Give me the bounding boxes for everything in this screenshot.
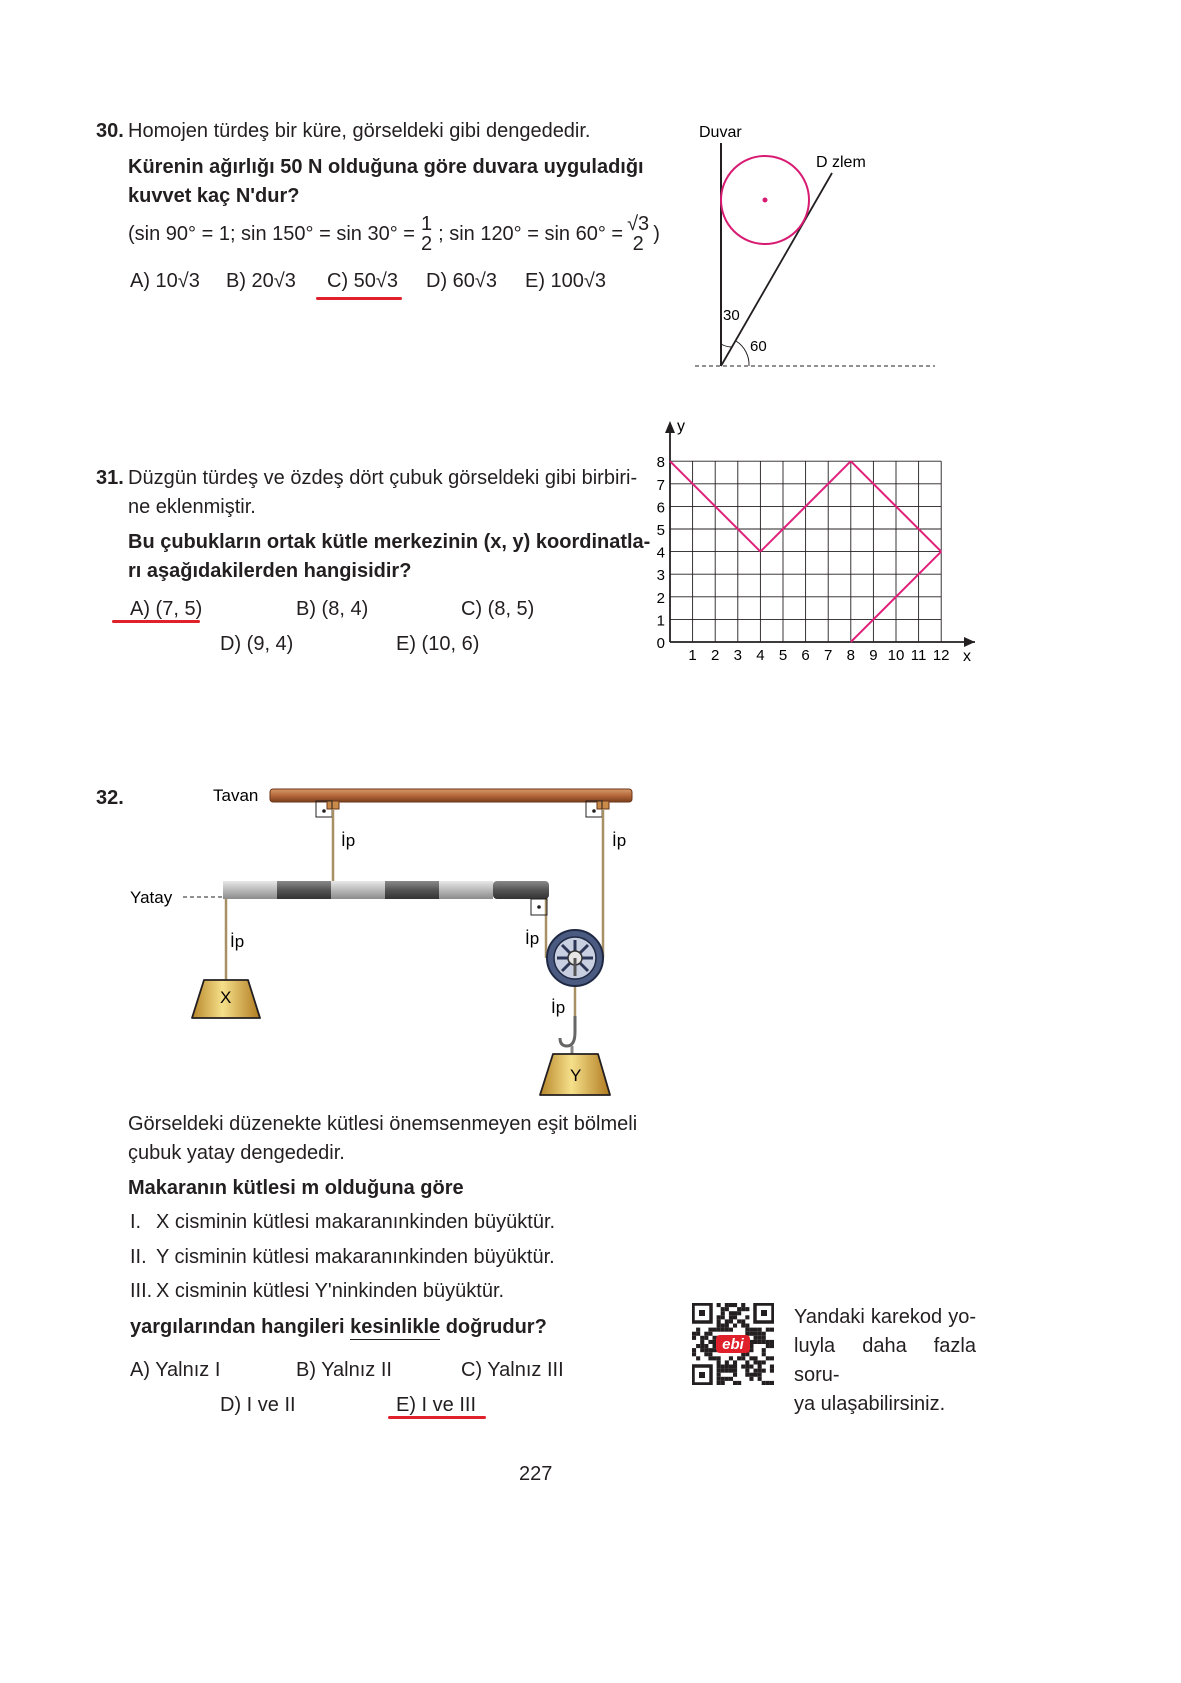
mass-y-label: Y — [570, 1066, 582, 1085]
bar-segment — [331, 881, 385, 899]
fraction-numerator: √3 — [627, 213, 650, 235]
q31-option-e[interactable]: E) (10, 6) — [396, 633, 480, 655]
x-tick-label: 9 — [869, 647, 878, 664]
ceiling-beam — [270, 789, 632, 802]
x-tick-label: 8 — [846, 647, 855, 664]
q30-option-b[interactable]: B) 20√3 — [226, 270, 296, 292]
q32-option-b[interactable]: B) Yalnız II — [296, 1359, 392, 1381]
question-30-stem: Homojen türdeş bir küre, görseldeki gibi dengededir. — [128, 120, 591, 142]
given-part-a: (sin 90° = 1; sin 150° = sin 30° = — [128, 222, 415, 245]
y-tick-label: 2 — [656, 589, 665, 607]
question-30-given — [128, 214, 660, 254]
y-tick-label: 8 — [656, 454, 665, 472]
wall-label: Duvar — [699, 124, 742, 141]
q31-coordinate-graph — [650, 415, 980, 670]
q32-option-c[interactable]: C) Yalnız III — [461, 1359, 564, 1381]
q30-answer-mark — [316, 297, 402, 300]
ceiling-hook-left — [327, 801, 339, 809]
rope-label-2: İp — [612, 831, 627, 850]
horizontal-label: Yatay — [130, 888, 173, 907]
fraction-denominator: 2 — [632, 233, 644, 255]
statement-3-num: III. — [130, 1280, 153, 1302]
q31-option-b[interactable]: B) (8, 4) — [296, 598, 369, 620]
angle-30-label: 30 — [723, 307, 740, 324]
right-angle-dot — [592, 809, 596, 813]
question-30-prompt-line2: kuvvet kaç N'dur? — [128, 185, 300, 207]
question-30-number: 30. — [96, 120, 124, 142]
y-tick-label: 6 — [656, 499, 665, 517]
given-close: ) — [653, 222, 660, 245]
fraction-numerator: 1 — [420, 213, 433, 235]
bar-segment — [493, 881, 549, 899]
rope-label-3: İp — [230, 932, 245, 951]
x-tick-label: 12 — [932, 647, 950, 664]
page-number: 227 — [519, 1463, 553, 1485]
rope-label-5: İp — [551, 998, 566, 1017]
bar-segment — [439, 881, 493, 899]
hook-icon — [560, 1016, 575, 1046]
y-tick-label: 4 — [656, 544, 665, 562]
x-axis-label: x — [963, 648, 971, 665]
y-tick-label: 7 — [656, 476, 665, 494]
ebi-logo-text: ebi — [722, 1336, 744, 1353]
q31-option-a[interactable]: A) (7, 5) — [130, 598, 203, 620]
y-tick-label: 5 — [656, 522, 665, 539]
x-tick-label: 10 — [887, 647, 905, 664]
question-31-number: 31. — [96, 467, 124, 489]
y-axis-label: y — [677, 418, 685, 435]
x-tick-labels — [688, 647, 949, 664]
ask-before: yargılarından hangileri — [130, 1316, 345, 1338]
statement-1-text: X cisminin kütlesi makaranınkinden büyüktür. — [156, 1211, 556, 1233]
q30-option-d[interactable]: D) 60√3 — [426, 270, 498, 292]
x-tick-label: 5 — [778, 647, 788, 664]
statement-3-text: X cisminin kütlesi Y'ninkinden büyüktür. — [156, 1280, 505, 1302]
plane-label: D zlem — [816, 154, 866, 171]
question-30-prompt-line1: Kürenin ağırlığı 50 N olduğuna göre duvara uyguladığı — [128, 156, 644, 178]
y-tick-label: 1 — [656, 612, 665, 630]
angle-60-arc — [736, 341, 749, 366]
bar-segment — [385, 881, 439, 899]
question-32-ask — [130, 1313, 547, 1341]
sphere-center — [763, 198, 768, 203]
q32-option-d[interactable]: D) I ve II — [220, 1394, 296, 1416]
rope-label-4: İp — [525, 929, 540, 948]
qr-caption-line1: Yandaki karekod yo- — [794, 1306, 976, 1328]
statement-2-num: II. — [130, 1246, 147, 1268]
mass-x-label: X — [220, 988, 232, 1007]
question-31-prompt-line2: rı aşağıdakilerden hangisidir? — [128, 560, 412, 582]
right-angle-dot — [322, 809, 326, 813]
fraction-one-half — [421, 214, 432, 254]
q30-option-a[interactable]: A) 10√3 — [130, 270, 200, 292]
question-31-stem-line1: Düzgün türdeş ve özdeş dört çubuk görseldeki gibi birbiri- — [128, 467, 638, 489]
y-axis-arrow-icon — [665, 421, 675, 433]
given-part-b: ; sin 120° = sin 60° = — [438, 222, 624, 245]
question-32-number: 32. — [96, 787, 124, 809]
y-tick-label: 0 — [656, 635, 665, 652]
statement-2-text: Y cisminin kütlesi makaranınkinden büyüktür. — [156, 1246, 555, 1268]
x-tick-label: 6 — [801, 647, 810, 664]
question-32-stem-line1: Görseldeki düzenekte kütlesi önemsenmeyen eşit bölmeli — [128, 1113, 638, 1135]
y-tick-label: 3 — [656, 567, 665, 585]
x-axis-arrow-icon — [964, 637, 975, 647]
fraction-root3-half — [627, 214, 649, 254]
ceiling-hook-right — [597, 801, 609, 809]
q31-answer-mark — [112, 620, 200, 623]
ask-underlined: kesinlikle — [350, 1316, 441, 1338]
q32-option-e[interactable]: E) I ve III — [396, 1394, 477, 1416]
question-31-stem-line2: ne eklenmiştir. — [128, 496, 256, 518]
inclined-plane-line — [721, 173, 832, 366]
q32-option-a[interactable]: A) Yalnız I — [130, 1359, 221, 1381]
statement-1-num: I. — [130, 1211, 142, 1233]
q32-lever-pulley-figure — [120, 770, 650, 1110]
rope-label-1: İp — [341, 831, 356, 850]
qr-caption-line2: luyla daha fazla soru- — [794, 1335, 976, 1386]
q32-answer-mark — [388, 1416, 486, 1419]
ask-after: doğrudur? — [445, 1316, 547, 1338]
bar-segment — [223, 881, 277, 899]
x-tick-label: 1 — [688, 647, 697, 664]
x-tick-label: 4 — [756, 647, 765, 664]
q30-option-e[interactable]: E) 100√3 — [525, 270, 607, 292]
x-tick-label: 2 — [711, 647, 720, 664]
bar-segment — [277, 881, 331, 899]
q31-option-d[interactable]: D) (9, 4) — [220, 633, 294, 655]
graph-grid — [670, 461, 941, 642]
x-tick-label: 7 — [824, 647, 833, 664]
fraction-denominator: 2 — [420, 233, 433, 255]
y-tick-labels — [657, 454, 665, 652]
question-31-prompt-line1: Bu çubukların ortak kütle merkezinin (x, y) koordinatla- — [128, 531, 651, 553]
q31-option-c[interactable]: C) (8, 5) — [461, 598, 535, 620]
qr-code[interactable] — [692, 1303, 774, 1385]
ceiling-label: Tavan — [213, 786, 259, 805]
question-32-prompt: Makaranın kütlesi m olduğuna göre — [128, 1177, 464, 1199]
x-tick-label: 11 — [910, 647, 927, 664]
angle-30-arc — [721, 344, 732, 347]
right-angle-dot — [537, 905, 541, 909]
angle-60-label: 60 — [750, 338, 767, 355]
qr-caption — [794, 1303, 976, 1419]
q30-option-c[interactable]: C) 50√3 — [327, 270, 399, 292]
qr-caption-line3: ya ulaşabilirsiniz. — [794, 1393, 946, 1415]
q30-sphere-figure — [690, 115, 950, 377]
x-tick-label: 3 — [733, 647, 742, 664]
question-32-stem-line2: çubuk yatay dengededir. — [128, 1142, 345, 1164]
